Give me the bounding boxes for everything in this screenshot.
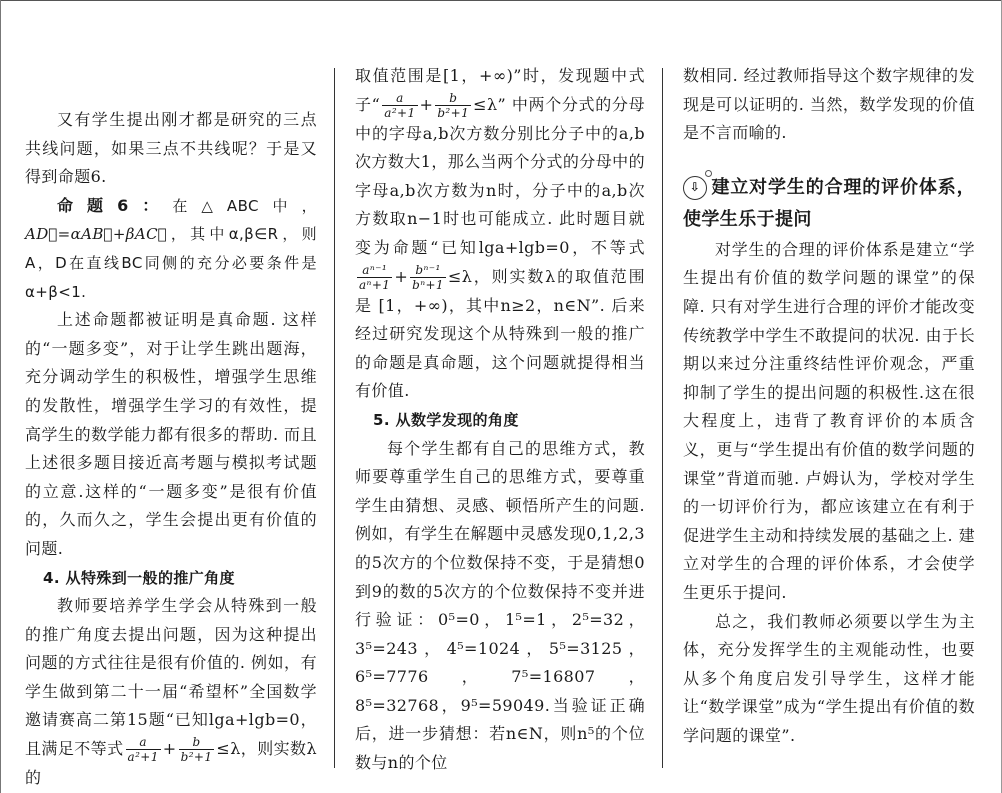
section-badge-icon: ⇩ bbox=[683, 176, 707, 200]
paragraph-range-text: 取值范围是[1，+∞)”时，发现题中式子“ bbox=[355, 66, 645, 114]
page-border-left bbox=[0, 0, 1, 793]
column-divider-2 bbox=[662, 68, 663, 768]
page-border-top bbox=[0, 0, 1002, 1]
plus-sign-2: + bbox=[394, 266, 409, 286]
fraction-a-numerator: a bbox=[126, 735, 161, 750]
fraction-b-denominator: b²+1 bbox=[437, 105, 470, 120]
fraction-a-n bbox=[357, 263, 392, 292]
paragraph-range-generalization bbox=[355, 62, 645, 406]
fraction-a-numerator: a bbox=[382, 91, 417, 106]
paragraph-one-problem-many-variants: 上述命题都被证明是真命题. 这样的“一题多变”，对于让学生跳出题海，充分调动学生的积极性，增强学生思维的发散性，增强学生学习的有效性，提高学生的数学能力都有很多的帮助. 而且上述很多题目接近高考题与模拟考试题的立意.这样的“一题多变”是很有价值的，久而久之，学生会提出更有价值的问题. bbox=[25, 310, 317, 558]
paragraph-special-to-general-text: 教师要培养学生学会从特殊到一般的推广角度去提出问题，因为这种提出问题的方式往往是很有价值的. 例如，有学生做到第二十一届“希望杯”全国数学邀请赛高二第15题“已知lga+lgb=0，且满足不等式 bbox=[25, 596, 317, 759]
plus-sign: + bbox=[419, 94, 434, 114]
column-middle bbox=[355, 62, 645, 778]
paragraph-special-to-general-tail: ≤λ，则实数λ的 bbox=[25, 739, 317, 788]
paragraph-special-to-general bbox=[25, 592, 317, 793]
fraction-a bbox=[126, 735, 161, 764]
paragraph-range-tail: ≤λ” 中两个分式的分母中的字母a,b次方数分别比分子中的a,b次方数大1，那么当两个分式的分母中的字母a,b次方数为n时，分子中的a,b次方数取n−1时也可能成立. 此时题目就变为命题“已知lga+lgb=0，不等式 bbox=[355, 94, 645, 257]
paragraph-evaluation-system: 对学生的合理的评价体系是建立“学生提出有价值的数学问题的课堂”的保障. 只有对学生进行合理的评价才能改变传统教学中学生不敢提问的状况. 由于长期以来过分注重终结性评价观念，严重抑制了学生的提出问题的积极性.这在很大程度上，违背了教育评价的本质含义，更与“学生提出有价值的数学问题的课堂”背道而驰. 卢姆认为，学校对学生的一切评价行为，都应该建立在有利于促进学生主动和持续发展的基础之上. 建立对学生的合理的评价体系，才会使学生更乐于提问. bbox=[683, 239, 975, 602]
fraction-a bbox=[382, 91, 417, 120]
section-heading-evaluation-text: 建立对学生的合理的评价体系，使学生乐于提问 bbox=[683, 176, 975, 230]
fraction-a-denominator: a²+1 bbox=[384, 105, 416, 120]
fraction-a-denominator: a²+1 bbox=[127, 750, 159, 765]
paragraph-conclusion: 总之，我们教师必须要以学生为主体，充分发挥学生的主观能动性，也要从多个角度启发引导学生，这样才能让“数学课堂”成为“学生提出有价值的数学问题的课堂”. bbox=[683, 611, 975, 745]
section-heading-evaluation bbox=[683, 172, 975, 236]
fraction-b bbox=[435, 91, 471, 120]
paragraph-math-discovery: 每个学生都有自己的思维方式，教师要尊重学生自己的思维方式，要尊重学生由猜想、灵感、顿悟所产生的问题. 例如，有学生在解题中灵感发现0,1,2,3的5次方的个位数保持不变，于是猜想0到9的数的5次方的个位数保持不变并进行验证：0⁵=0，1⁵=1，2⁵=32，3⁵=243，4⁵=1024，5⁵=3125，6⁵=7776，7⁵=16807，8⁵=32768，9⁵=59049.当验证正确后，进一步猜想：若n∈N，则n⁵的个位数与n的个位 bbox=[355, 438, 645, 773]
column-right bbox=[683, 62, 975, 750]
theorem-6-text-a: 在△ABC中， bbox=[172, 196, 317, 215]
fraction-b bbox=[179, 735, 215, 764]
fraction-b-denominator: b²+1 bbox=[180, 750, 213, 765]
column-left bbox=[25, 106, 317, 793]
section-heading-4: 4. 从特殊到一般的推广角度 bbox=[43, 568, 235, 587]
theorem-6-vector-eq: AD⃗=αAB⃗+βAC⃗ bbox=[25, 225, 167, 244]
fraction-a-n-denominator: aⁿ+1 bbox=[359, 277, 391, 292]
fraction-b-n-denominator: bⁿ+1 bbox=[412, 277, 444, 292]
paragraph-digit-rule: 数相同. 经过教师指导这个数字规律的发现是可以证明的. 当然，数学发现的价值是不言而喻的. bbox=[683, 66, 975, 143]
fraction-b-n bbox=[410, 263, 446, 292]
theorem-6 bbox=[25, 192, 317, 306]
fraction-b-n-numerator: bⁿ⁻¹ bbox=[410, 263, 446, 278]
column-divider-1 bbox=[334, 68, 335, 768]
paragraph-three-points: 又有学生提出刚才都是研究的三点共线问题，如果三点不共线呢？于是又得到命题6. bbox=[25, 110, 317, 187]
paragraph-range-end: ≤λ，则实数λ的取值范围是 [1，+∞)，其中n≥2，n∈N”. 后来经过研究发现这个从特殊到一般的推广的命题是真命题，这个问题就提得相当有价值. bbox=[355, 266, 645, 401]
theorem-6-label: 命题6： bbox=[57, 195, 173, 215]
section-heading-5: 5. 从数学发现的角度 bbox=[373, 410, 519, 429]
fraction-b-numerator: b bbox=[179, 735, 215, 750]
theorem-6-text-b: ，其中α,β∈R，则A，D在直线BC同侧的充分必要条件是α+β<1. bbox=[25, 225, 317, 301]
fraction-a-n-numerator: aⁿ⁻¹ bbox=[357, 263, 392, 278]
fraction-b-numerator: b bbox=[435, 91, 471, 106]
plus-sign: + bbox=[162, 739, 177, 759]
